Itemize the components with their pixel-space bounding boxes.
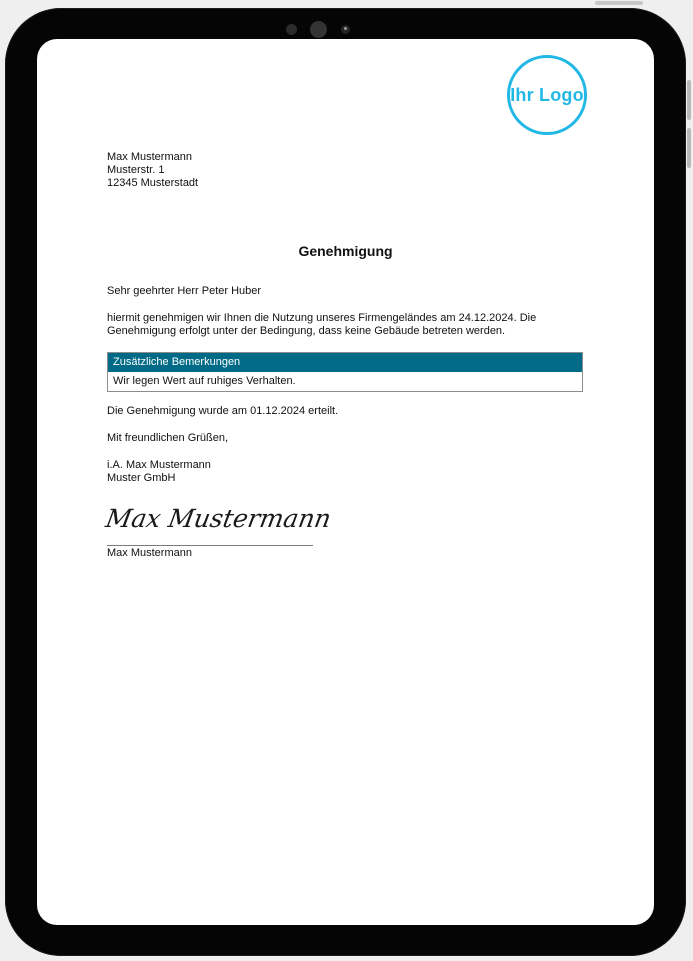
side-button-lower	[687, 128, 691, 168]
remarks-header: Zusätzliche Bemerkungen	[108, 353, 582, 372]
signature-caption: Max Mustermann	[107, 547, 192, 559]
body-text	[107, 312, 587, 338]
granted-date-text: Die Genehmigung wurde am 01.12.2024 erteilt.	[107, 405, 339, 417]
signature-script: Max Mustermann	[103, 504, 334, 533]
signer-company: Muster GmbH	[107, 472, 176, 484]
remarks-box	[107, 352, 583, 392]
signer-name: i.A. Max Mustermann	[107, 459, 211, 471]
company-logo	[507, 55, 587, 135]
sensor-icon	[286, 24, 297, 35]
tablet-frame	[5, 8, 686, 956]
signature-line	[107, 545, 313, 546]
salutation: Sehr geehrter Herr Peter Huber	[107, 285, 262, 297]
camera-lens-icon	[341, 25, 350, 34]
remarks-text: Wir legen Wert auf ruhiges Verhalten.	[108, 372, 582, 391]
sender-city: 12345 Musterstadt	[107, 177, 199, 189]
camera-bar	[5, 20, 686, 40]
document-title: Genehmigung	[298, 243, 393, 259]
sender-address	[107, 151, 198, 190]
sender-street: Musterstr. 1	[107, 164, 165, 176]
signer-block	[107, 459, 587, 485]
document-screen	[37, 39, 654, 925]
sender-name: Max Mustermann	[107, 151, 192, 163]
signature-image	[103, 491, 334, 545]
side-button-upper	[687, 80, 691, 120]
closing-text: Mit freundlichen Grüßen,	[107, 432, 229, 444]
logo-text: Ihr Logo	[510, 84, 584, 105]
body-line-1: hiermit genehmigen wir Ihnen die Nutzung unseres Firmengeländes am 24.12.2024. Die	[107, 312, 537, 324]
top-button	[595, 1, 643, 5]
body-line-2: Genehmigung erfolgt unter der Bedingung, dass keine Gebäude betreten werden.	[107, 325, 506, 337]
camera-icon	[310, 21, 327, 38]
